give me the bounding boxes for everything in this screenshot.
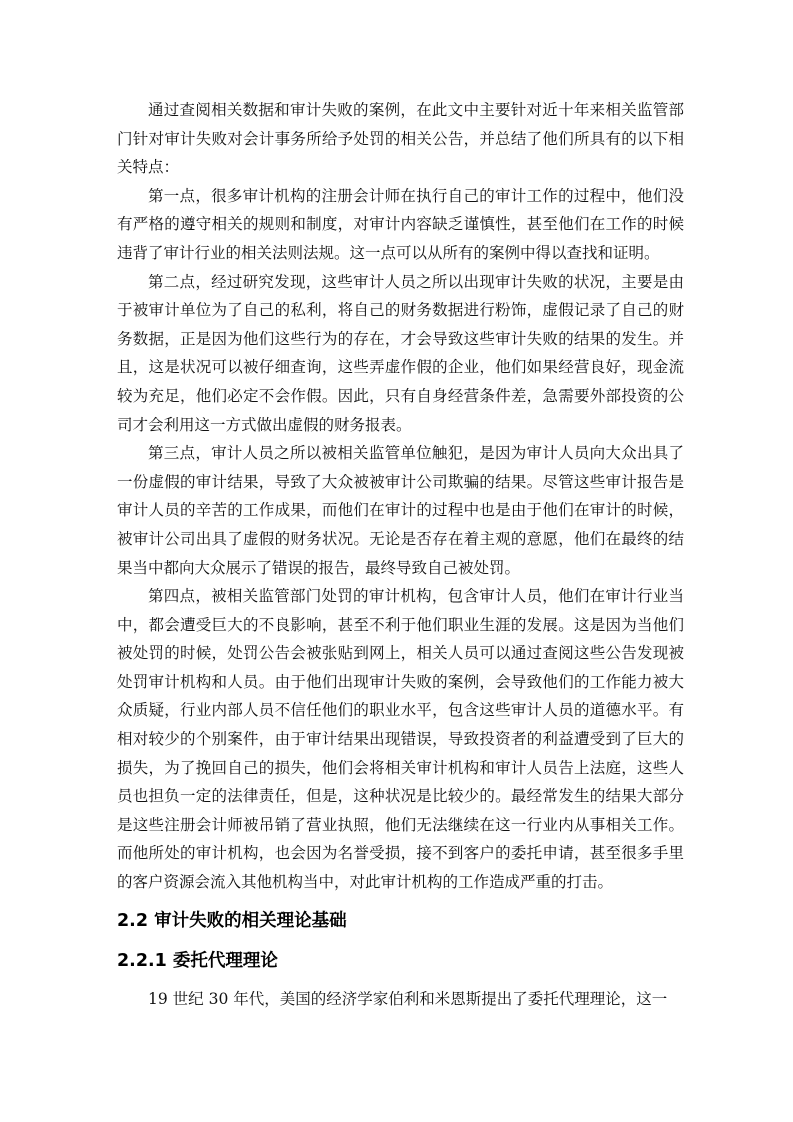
document-page (117, 96, 684, 1013)
section-heading: 2.2 审计失败的相关理论基础 (117, 910, 347, 931)
paragraph-point-4: 第四点，被相关监管部门处罚的审计机构，包含审计人员，他们在审计行业当中，都会遭受巨大的不良影响，甚至不利于他们职业生涯的发展。这是因为当他们被处罚的时候，处罚公告会被张贴到网上，相关人员可以通过查阅这些公告发现被处罚审计机构和人员。由于他们出现审计失败的案例，会导致他们的工作能力被大众质疑，行业内部人员不信任他们的职业水平，包含这些审计人员的道德水平。有相对较少的个别案件，由于审计结果出现错误，导致投资者的利益遭受到了巨大的损失，为了挽回自己的损失，他们会将相关审计机构和审计人员告上法庭，这些人员也担负一定的法律责任，但是，这种状况是比较少的。最经常发生的结果大部分是这些注册会计师被吊销了营业执照，他们无法继续在这一行业内从事相关工作。而他所处的审计机构，也会因为名誉受损，接不到客户的委托申请，甚至很多手里的客户资源会流入其他机构当中，对此审计机构的工作造成严重的打击。 (117, 587, 684, 892)
paragraph-point-1: 第一点，很多审计机构的注册会计师在执行自己的审计工作的过程中，他们没有严格的遵守相关的规则和制度，对审计内容缺乏谨慎性，甚至他们在工作的时候违背了审计行业的相关法则法规。这一点可以从所有的案例中得以查找和证明。 (117, 186, 684, 262)
paragraph-intro: 通过查阅相关数据和审计失败的案例，在此文中主要针对近十年来相关监管部门针对审计失败对会计事务所给予处罚的相关公告，并总结了他们所具有的以下相关特点： (117, 101, 684, 177)
subsection-heading: 2.2.1 委托代理理论 (117, 950, 278, 971)
paragraph-theory: 19 世纪 30 年代，美国的经济学家伯利和米恩斯提出了委托代理理论，这一 (148, 989, 668, 1008)
paragraph-point-2: 第二点，经过研究发现，这些审计人员之所以出现审计失败的状况，主要是由于被审计单位为了自己的私利，将自己的财务数据进行粉饰，虚假记录了自己的财务数据，正是因为他们这些行为的存在，才会导致这些审计失败的结果的发生。并且，这是状况可以被仔细查询，这些弄虚作假的企业，他们如果经营良好，现金流较为充足，他们必定不会作假。因此，只有自身经营条件差，急需要外部投资的公司才会利用这一方式做出虚假的财务报表。 (117, 272, 684, 434)
paragraph-point-3: 第三点，审计人员之所以被相关监管单位触犯，是因为审计人员向大众出具了一份虚假的审计结果，导致了大众被被审计公司欺骗的结果。尽管这些审计报告是审计人员的辛苦的工作成果，而他们在审计的过程中也是由于他们在审计的时候，被审计公司出具了虚假的财务状况。无论是否存在着主观的意愿，他们在最终的结果当中都向大众展示了错误的报告，最终导致自己被处罚。 (117, 444, 684, 577)
